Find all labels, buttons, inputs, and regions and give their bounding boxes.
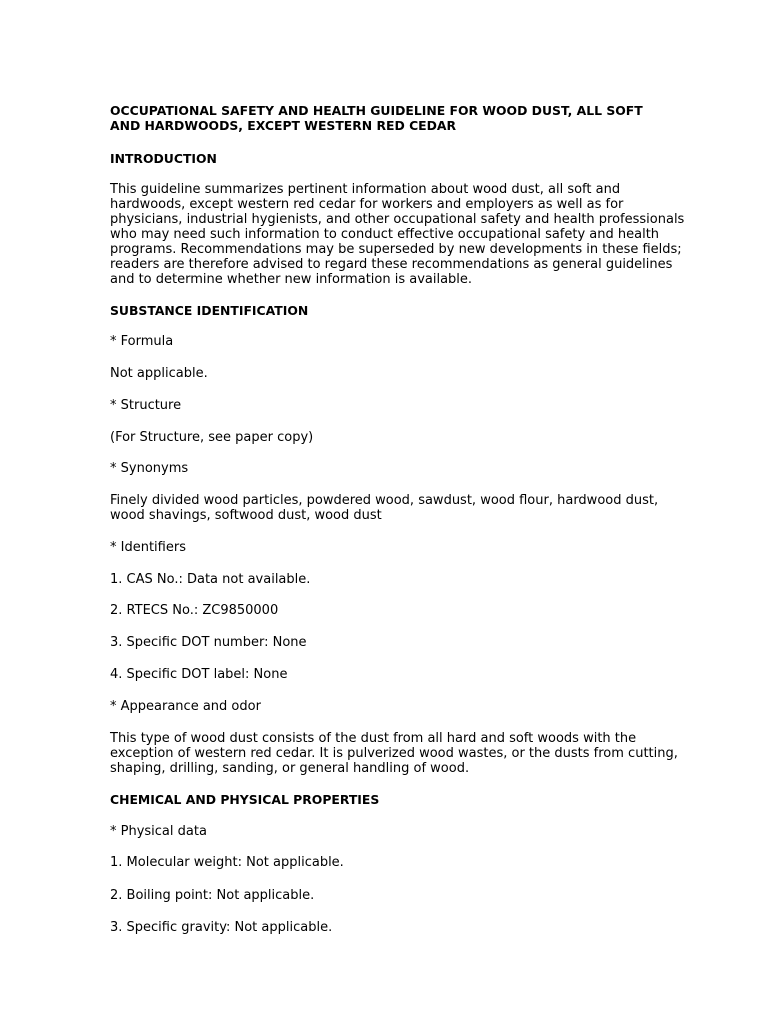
identifier-item: 3. Specific DOT number: None [110,635,307,650]
appearance-label: * Appearance and odor [110,699,261,714]
introduction-text: This guideline summarizes pertinent information about wood dust, all soft and hardwoods, except western red cedar for workers and employers as well as for physicians, industrial hygienists, and other occupational safety and health professionals who may need such information to conduct effective occupational safety and health programs. Recommendations may be superseded by new developments in these fields; readers are therefore advised to regard these recommendations as general guidelines and to determine whether new information is available. [110,182,685,287]
synonyms-value: Finely divided wood particles, powdered wood, sawdust, wood flour, hardwood dust, wood shavings, softwood dust, wood dust [110,493,659,523]
identifiers-label: * Identifiers [110,540,186,555]
structure-value: (For Structure, see paper copy) [110,430,314,445]
physical-data-item: 2. Boiling point: Not applicable. [110,888,315,903]
structure-label: * Structure [110,398,182,413]
physical-data-item: 1. Molecular weight: Not applicable. [110,855,344,870]
formula-value: Not applicable. [110,366,208,381]
identifier-item: 1. CAS No.: Data not available. [110,572,311,587]
physical-data-item: 3. Specific gravity: Not applicable. [110,920,333,935]
formula-label: * Formula [110,334,174,349]
identifier-item: 2. RTECS No.: ZC9850000 [110,603,279,618]
chemical-physical-heading: CHEMICAL AND PHYSICAL PROPERTIES [110,792,380,807]
synonyms-label: * Synonyms [110,461,189,476]
physical-data-label: * Physical data [110,824,207,839]
substance-identification-heading: SUBSTANCE IDENTIFICATION [110,303,309,318]
document-title: OCCUPATIONAL SAFETY AND HEALTH GUIDELINE FOR WOOD DUST, ALL SOFT AND HARDWOODS, EXCEPT WESTERN RED CEDAR [110,103,643,133]
identifier-item: 4. Specific DOT label: None [110,667,288,682]
introduction-heading: INTRODUCTION [110,151,217,166]
appearance-value: This type of wood dust consists of the dust from all hard and soft woods with the exception of western red cedar. It is pulverized wood wastes, or the dusts from cutting, shaping, drilling, sanding, or general handling of wood. [110,731,678,776]
